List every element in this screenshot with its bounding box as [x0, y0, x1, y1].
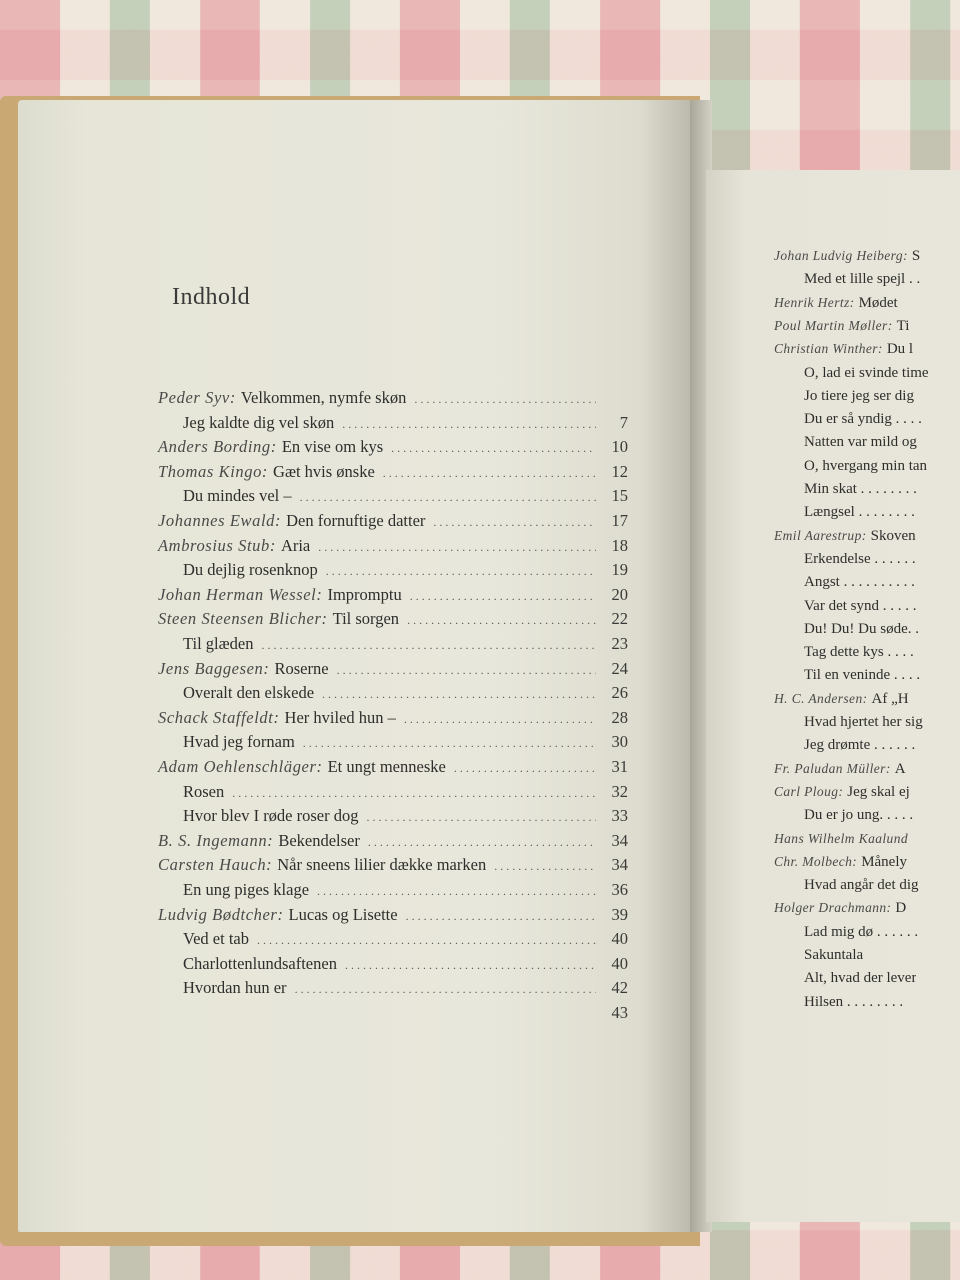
toc-title: Hvad jeg fornam — [183, 732, 295, 752]
toc-page-number: 33 — [611, 806, 628, 826]
toc-entry — [178, 634, 628, 658]
toc-entry-right — [774, 854, 907, 876]
toc-title: Du l — [886, 341, 914, 358]
toc-title: Et ungt menneske — [327, 757, 446, 776]
toc-title: Når sneens lilier dække marken — [277, 855, 487, 875]
toc-author: Christian Winther: — [774, 341, 883, 357]
toc-page-number: 7 — [619, 412, 628, 432]
toc-entry-right — [800, 388, 914, 410]
toc-entry-right — [800, 621, 919, 643]
toc-entry-right — [774, 831, 908, 853]
toc-entry-right — [800, 994, 903, 1016]
toc-author: Johan Ludvig Heiberg: — [774, 248, 908, 263]
toc-entry — [158, 388, 628, 412]
toc-entry-right — [774, 341, 913, 363]
toc-entry — [178, 486, 628, 510]
toc-author: Schack Staffeldt: — [158, 707, 280, 727]
toc-page-number: 15 — [611, 486, 628, 506]
toc-entry-right — [774, 248, 920, 270]
toc-entry-right — [800, 667, 920, 689]
toc-author: Jens Baggesen: — [158, 658, 270, 678]
toc-entry — [158, 757, 628, 781]
toc-title: Du er så yndig . . . . — [804, 411, 922, 428]
toc-page-number: 43 — [611, 1003, 628, 1022]
toc-author: Carsten Hauch: — [158, 855, 273, 875]
toc-page-number: 42 — [611, 978, 628, 998]
toc-leader — [317, 884, 596, 899]
toc-title: Charlottenlundsaftenen — [183, 953, 337, 973]
toc-entry — [178, 929, 628, 953]
toc-author: Carl Ploug: — [774, 783, 844, 799]
toc-entry — [158, 855, 628, 879]
toc-title: Sakuntala — [804, 947, 864, 963]
toc-page-number: 26 — [611, 683, 628, 703]
toc-entry-right — [800, 574, 915, 596]
toc-title: Lucas og Lisette — [288, 904, 398, 924]
toc-entry — [178, 560, 628, 584]
toc-leader — [345, 958, 596, 973]
toc-title: Til glæden — [183, 634, 254, 653]
toc-entry-right — [800, 481, 917, 503]
toc-title: D — [895, 900, 907, 917]
toc-page-number: 30 — [611, 732, 628, 752]
toc-entry-right — [774, 900, 906, 922]
toc-entry — [178, 1003, 628, 1027]
toc-page-number: 36 — [611, 880, 628, 899]
toc-title: Aria — [280, 535, 311, 555]
toc-title: Jeg skal ej — [847, 783, 910, 800]
toc-page-number: 39 — [611, 904, 628, 924]
toc-title: Angst . . . . . . . . . . — [804, 574, 915, 591]
toc-author: Emil Aarestrup: — [774, 527, 867, 543]
toc-title: Mødet — [858, 294, 898, 311]
toc-page-number: 28 — [611, 707, 628, 727]
toc-author: Ambrosius Stub: — [158, 535, 276, 555]
toc-author: Henrik Hertz: — [774, 294, 855, 310]
toc-leader — [257, 933, 596, 948]
toc-entry-right — [800, 807, 913, 829]
toc-entry — [178, 978, 628, 1002]
toc-title: Lad mig dø . . . . . . — [804, 923, 919, 940]
toc-title: Skoven — [870, 527, 916, 544]
toc-leader — [410, 589, 596, 604]
toc-author: Adam Oehlenschläger: — [158, 757, 323, 776]
toc-author: B. S. Ingemann: — [158, 830, 274, 850]
toc-page-number: 19 — [611, 560, 628, 580]
toc-entry-right — [774, 318, 909, 340]
toc-leader — [433, 515, 596, 530]
toc-author: Steen Steensen Blicher: — [158, 609, 328, 629]
toc-entry — [158, 462, 628, 486]
toc-entry — [158, 708, 628, 732]
toc-page-number: 40 — [611, 953, 628, 973]
toc-title: Bekendelser — [278, 830, 360, 850]
toc-entry — [178, 683, 628, 707]
toc-entry — [158, 511, 628, 535]
toc-entry-right — [800, 714, 923, 736]
toc-entry — [158, 437, 628, 461]
toc-title: En ung piges klage — [183, 880, 310, 899]
toc-title: Jeg drømte . . . . . . — [804, 737, 916, 754]
toc-author: Chr. Molbech: — [774, 853, 858, 869]
toc-author: Thomas Kingo: — [158, 461, 269, 481]
toc-leader — [407, 613, 596, 628]
toc-page-number: 10 — [611, 437, 628, 457]
toc-page-number: 12 — [611, 461, 628, 481]
toc-entry-right — [800, 411, 922, 433]
toc-entry-right — [800, 644, 914, 666]
toc-page-number: 18 — [611, 535, 628, 555]
toc-entry-right — [800, 924, 918, 946]
toc-entry — [178, 954, 628, 978]
toc-title: Jo tiere jeg ser dig — [804, 387, 914, 404]
toc-entry — [178, 413, 628, 437]
toc-entry — [158, 585, 628, 609]
toc-title: Min skat . . . . . . . . — [804, 481, 917, 497]
toc-title: Til sorgen — [332, 609, 400, 629]
toc-leader — [303, 736, 596, 751]
toc-page-number: 40 — [611, 929, 628, 949]
toc-page-number: 20 — [611, 584, 628, 604]
toc-entry — [178, 782, 628, 806]
toc-entry-right — [800, 458, 927, 480]
toc-entry-right — [774, 295, 898, 317]
toc-title: O, lad ei svinde time — [804, 364, 929, 381]
toc-author: Holger Drachmann: — [774, 900, 892, 916]
toc-author: Ludvig Bødtcher: — [158, 904, 284, 924]
toc-heading: Indhold — [172, 284, 251, 310]
toc-page-number: 32 — [611, 781, 628, 801]
toc-page-number: 22 — [611, 609, 628, 629]
toc-title: Jeg kaldte dig vel skøn — [183, 412, 335, 432]
toc-page-number: 31 — [611, 757, 628, 776]
toc-entry — [158, 659, 628, 683]
toc-title: Du mindes vel – — [183, 486, 292, 506]
toc-title: Den fornuftige datter — [286, 511, 426, 530]
toc-author: Johannes Ewald: — [158, 511, 282, 530]
toc-title: Gæt hvis ønske — [273, 461, 375, 481]
toc-title: A — [894, 760, 906, 777]
toc-title: Du dejlig rosenknop — [183, 560, 318, 580]
toc-page-number: 23 — [611, 634, 628, 653]
toc-author: Fr. Paludan Müller: — [774, 760, 891, 776]
toc-leader — [322, 687, 596, 702]
toc-author: Hans Wilhelm Kaalund — [774, 830, 909, 846]
toc-leader — [342, 417, 596, 432]
toc-title: Her hviled hun – — [284, 707, 396, 727]
toc-leader — [404, 712, 596, 727]
toc-entry-right — [800, 970, 916, 992]
toc-title: Af „H — [871, 690, 909, 707]
toc-title: Til en veninde . . . . — [804, 667, 921, 684]
toc-entry-right — [800, 551, 916, 573]
toc-entry-right — [800, 365, 929, 387]
toc-title: Du! Du! Du søde. . — [804, 620, 919, 637]
toc-title: Overalt den elskede — [183, 683, 315, 703]
toc-title: Rosen — [183, 781, 225, 801]
toc-entry — [178, 806, 628, 830]
toc-author: Peder Syv: — [158, 388, 236, 407]
toc-entry-right — [774, 761, 906, 783]
toc-author: Anders Bording: — [158, 437, 277, 457]
toc-entry-right — [800, 271, 920, 293]
toc-title: Månely — [861, 853, 908, 870]
toc-entry-right — [800, 434, 917, 456]
toc-title: Erkendelse . . . . . . — [804, 550, 916, 567]
toc-title: Hvad angår det dig — [804, 877, 919, 894]
toc-leader — [326, 564, 596, 579]
toc-page-number: 24 — [611, 658, 628, 678]
toc-entry — [158, 831, 628, 855]
toc-leader — [300, 490, 596, 505]
toc-author: H. C. Andersen: — [774, 690, 868, 706]
toc-title: O, hvergang min tan — [804, 457, 928, 474]
toc-title: En vise om kys — [281, 437, 384, 457]
toc-title: Hvor blev I røde roser dog — [183, 806, 359, 826]
toc-leader — [337, 663, 596, 678]
toc-title: Roserne — [274, 658, 329, 678]
toc-page-number: 34 — [611, 855, 628, 875]
toc-leader — [295, 982, 596, 997]
toc-leader — [391, 441, 596, 456]
toc-title: Tag dette kys . . . . — [804, 644, 914, 661]
toc-author: Poul Martin Møller: — [774, 317, 893, 333]
toc-title: Var det synd . . . . . — [804, 597, 917, 614]
toc-leader — [383, 466, 596, 481]
toc-entry-right — [800, 737, 915, 759]
toc-title: Ved et tab — [183, 929, 249, 949]
toc-entry-right — [774, 528, 916, 550]
toc-title: Hvordan hun er — [183, 978, 287, 998]
toc-entry-right — [800, 598, 917, 620]
toc-leader — [414, 392, 596, 407]
toc-entry-right — [800, 947, 863, 969]
toc-entry-right — [774, 691, 909, 713]
toc-list-right — [770, 240, 960, 1030]
toc-leader — [232, 786, 596, 801]
toc-page-number: 34 — [611, 830, 628, 850]
toc-title: Hilsen . . . . . . . . — [804, 993, 904, 1010]
toc-entry-right — [800, 504, 915, 526]
toc-title: Alt, hvad der lever — [804, 970, 917, 987]
toc-leader — [261, 638, 596, 653]
toc-title: Natten var mild og — [804, 434, 917, 451]
toc-title: Impromptu — [327, 584, 402, 604]
toc-entry — [178, 880, 628, 904]
toc-leader — [318, 540, 596, 555]
toc-title: Hvad hjertet her sig — [804, 714, 923, 730]
toc-page-number: 17 — [611, 511, 628, 530]
toc-title: Ti — [896, 317, 910, 334]
toc-title: Længsel . . . . . . . . — [804, 504, 915, 521]
toc-leader — [367, 810, 597, 825]
toc-entry-right — [800, 877, 919, 899]
toc-title: S — [911, 248, 921, 264]
toc-leader — [494, 859, 596, 874]
toc-title: Du er jo ung. . . . . — [804, 807, 914, 824]
toc-leader — [406, 909, 596, 924]
toc-leader — [454, 761, 596, 776]
toc-author: Johan Herman Wessel: — [158, 584, 323, 604]
toc-entry — [158, 905, 628, 929]
toc-entry — [158, 609, 628, 633]
toc-title: Velkommen, nymfe skøn — [240, 388, 407, 407]
toc-title: Med et lille spejl . . — [804, 271, 921, 288]
toc-entry — [158, 536, 628, 560]
toc-entry — [178, 732, 628, 756]
toc-leader — [368, 835, 596, 850]
toc-entry-right — [774, 784, 910, 806]
